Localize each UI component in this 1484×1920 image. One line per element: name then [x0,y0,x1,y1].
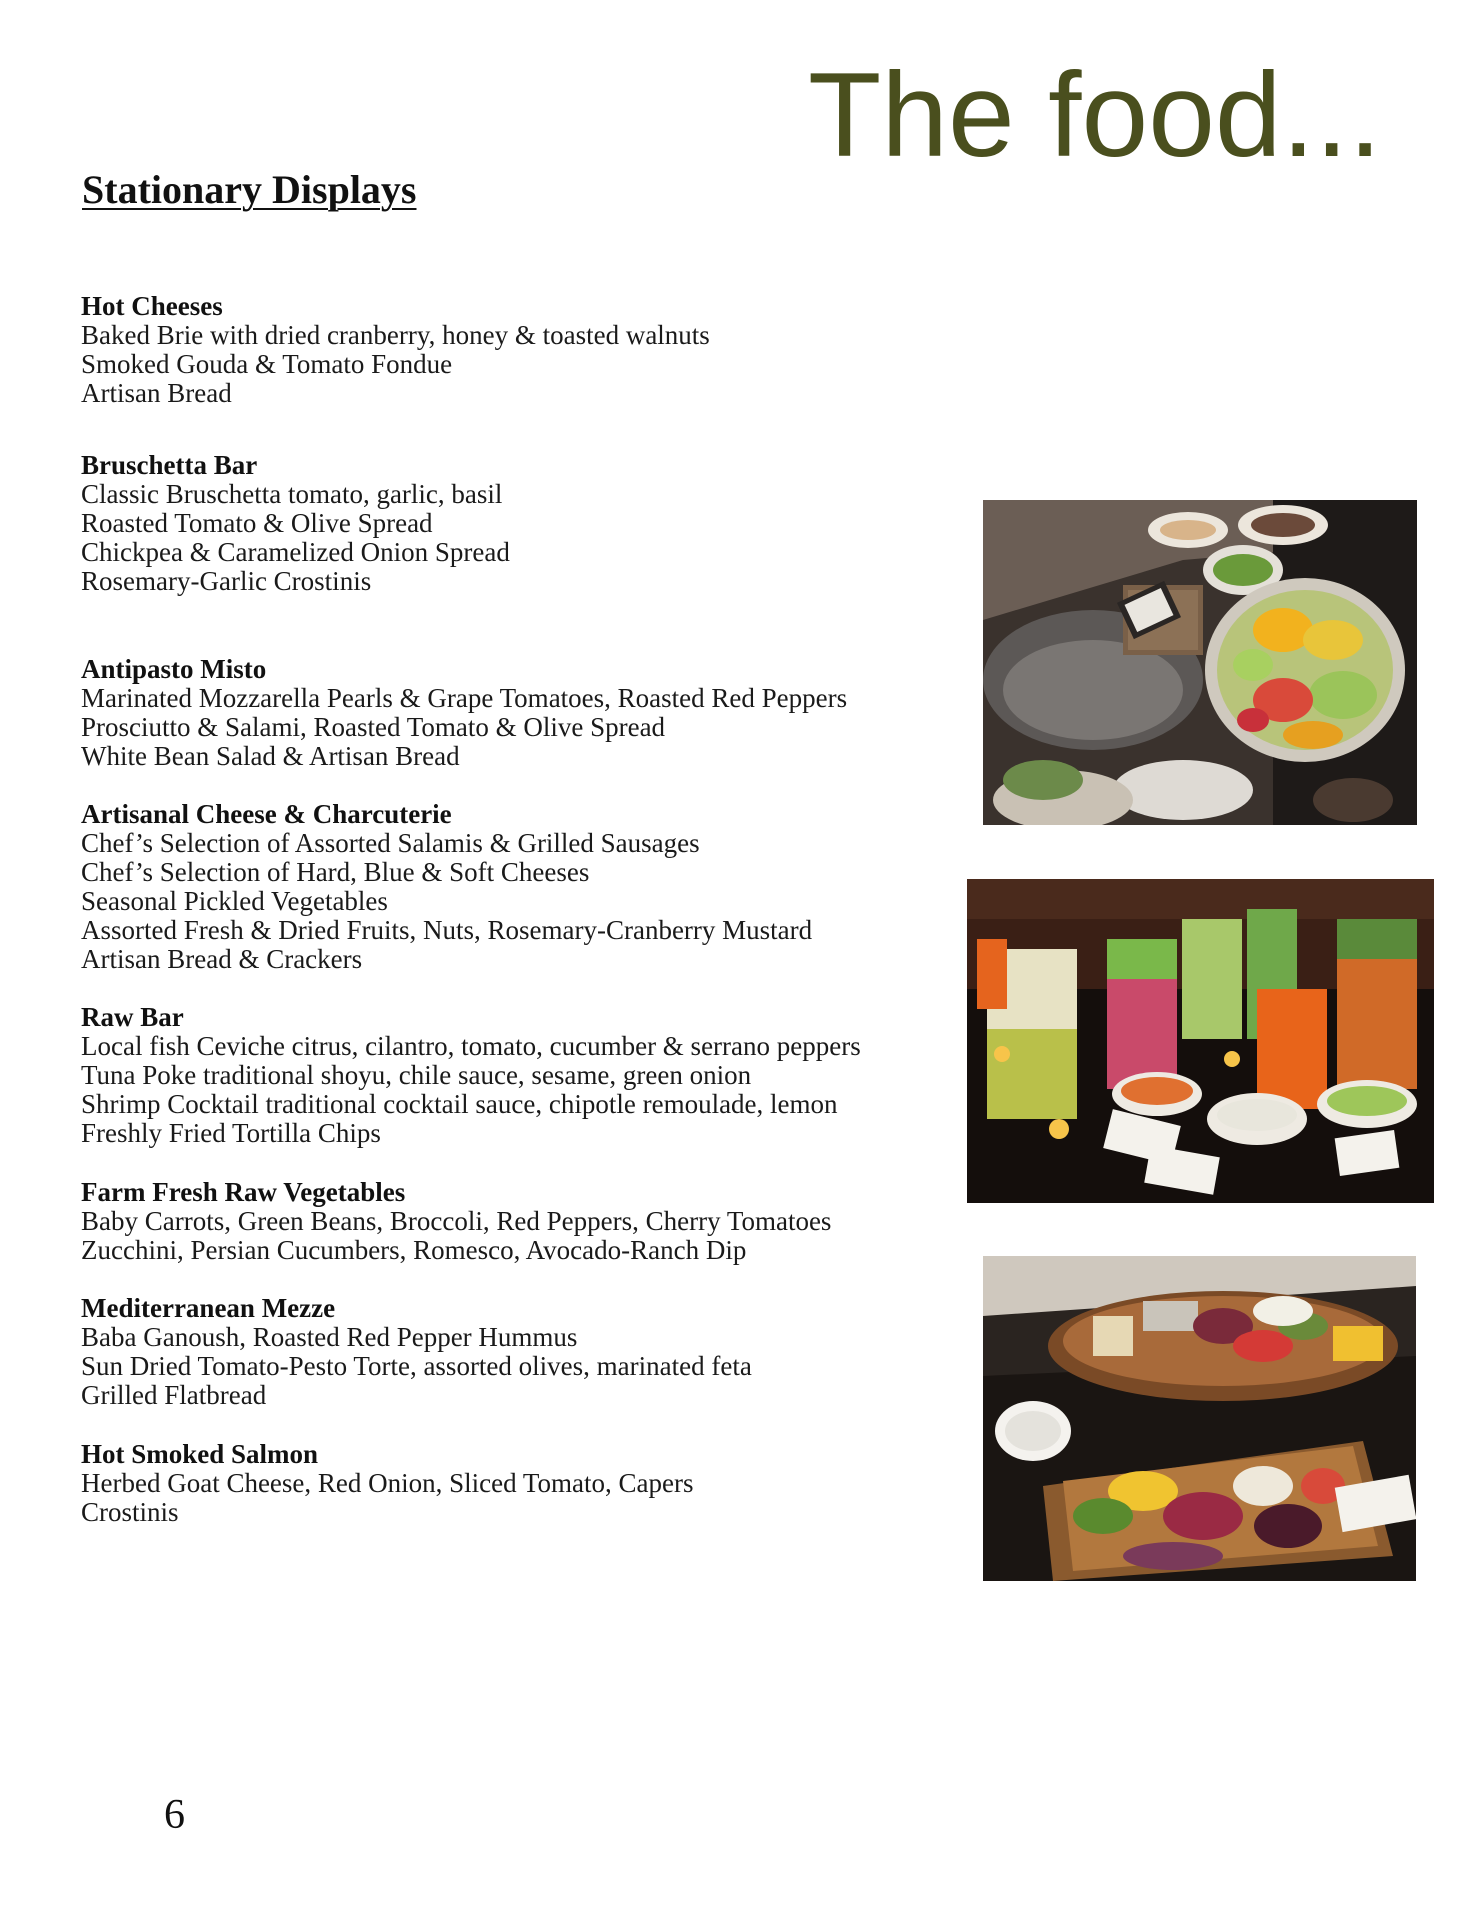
menu-item-line: White Bean Salad & Artisan Bread [81,741,460,771]
fruit-platter-buffet-photo [983,500,1417,825]
menu-item-line: Shrimp Cocktail traditional cocktail sauce, chipotle remoulade, lemon [81,1089,838,1119]
menu-item-line: Artisan Bread & Crackers [81,944,363,974]
menu-item-title: Hot Cheeses [81,291,223,321]
page-number: 6 [164,1792,185,1838]
menu-item-line: Roasted Tomato & Olive Spread [81,508,433,538]
menu-item-line: Chef’s Selection of Assorted Salamis & Grilled Sausages [81,828,700,858]
menu-item-bruschetta-bar [81,451,961,596]
menu-item-line: Zucchini, Persian Cucumbers, Romesco, Avocado-Ranch Dip [81,1235,747,1265]
menu-item-title: Bruschetta Bar [81,450,258,480]
menu-item-line: Classic Bruschetta tomato, garlic, basil [81,479,503,509]
menu-item-title: Mediterranean Mezze [81,1293,336,1323]
menu-item-line: Baked Brie with dried cranberry, honey & toasted walnuts [81,320,710,350]
vegetable-crudite-display-photo [967,879,1434,1203]
menu-item-hot-cheeses [81,292,961,408]
menu-item-line: Rosemary-Garlic Crostinis [81,566,372,596]
menu-item-hot-smoked-salmon [81,1440,961,1527]
menu-item-line: Crostinis [81,1497,179,1527]
menu-item-line: Seasonal Pickled Vegetables [81,886,388,916]
crudite-display-illustration [967,879,1434,1203]
menu-item-title: Farm Fresh Raw Vegetables [81,1177,406,1207]
page-heading: The food... [808,48,1382,182]
menu-item-raw-vegetables [81,1178,961,1265]
menu-item-line: Baby Carrots, Green Beans, Broccoli, Red Peppers, Cherry Tomatoes [81,1206,832,1236]
menu-item-line: Baba Ganoush, Roasted Red Pepper Hummus [81,1322,578,1352]
menu-item-line: Local fish Ceviche citrus, cilantro, tomato, cucumber & serrano peppers [81,1031,861,1061]
fruit-platter-illustration [983,500,1417,825]
menu-item-line: Grilled Flatbread [81,1380,267,1410]
menu-item-line: Marinated Mozzarella Pearls & Grape Tomatoes, Roasted Red Peppers [81,683,848,713]
menu-item-antipasto-misto [81,655,961,771]
menu-item-line: Sun Dried Tomato-Pesto Torte, assorted olives, marinated feta [81,1351,752,1381]
menu-item-title: Hot Smoked Salmon [81,1439,319,1469]
menu-item-mediterranean-mezze [81,1294,961,1410]
menu-item-line: Chickpea & Caramelized Onion Spread [81,537,510,567]
menu-item-line: Chef’s Selection of Hard, Blue & Soft Cheeses [81,857,590,887]
menu-item-title: Antipasto Misto [81,654,267,684]
section-title: Stationary Displays [82,167,417,212]
menu-item-raw-bar [81,1003,961,1148]
menu-item-line: Freshly Fried Tortilla Chips [81,1118,381,1148]
cheese-charcuterie-board-photo [983,1256,1416,1581]
charcuterie-board-illustration [983,1256,1416,1581]
menu-item-line: Smoked Gouda & Tomato Fondue [81,349,453,379]
menu-item-title: Raw Bar [81,1002,184,1032]
menu-item-line: Artisan Bread [81,378,232,408]
menu-item-line: Assorted Fresh & Dried Fruits, Nuts, Rosemary-Cranberry Mustard [81,915,813,945]
menu-item-title: Artisanal Cheese & Charcuterie [81,799,452,829]
menu-item-line: Prosciutto & Salami, Roasted Tomato & Olive Spread [81,712,666,742]
menu-item-line: Tuna Poke traditional shoyu, chile sauce, sesame, green onion [81,1060,752,1090]
menu-item-line: Herbed Goat Cheese, Red Onion, Sliced Tomato, Capers [81,1468,694,1498]
menu-item-cheese-charcuterie [81,800,961,974]
